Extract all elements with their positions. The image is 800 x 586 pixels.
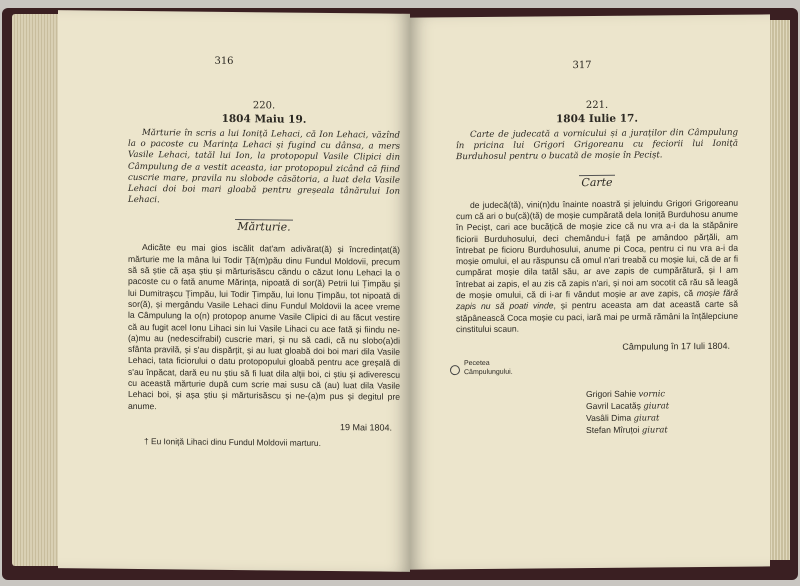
signature-line xyxy=(586,423,738,436)
signer-title: vornic xyxy=(638,388,666,399)
page-number: 316 xyxy=(214,55,234,67)
document-date: Câmpulung în 17 Iuli 1804. xyxy=(622,340,730,352)
page-number: 317 xyxy=(572,59,592,72)
heading-text: Carte xyxy=(581,175,613,189)
signer-name: Vasâli Dima xyxy=(586,412,632,424)
body-paragraph: Adicăte eu mai gios iscălit dat'am adivărat(ă) și încredințat(ă) mărturie me la mâna lui Todir Ță(m)pău dinu Fundul Moldovii, precum să să știe că așa știu și mărturisăscu căndu o căzut Ionu Lehaci la o pacoste cu o fată anume Mărința, nipoată di sor(ă) Petrii lui Țimpău și lui Dumitrașcu Țimpău, lui Todir Țimpău, lui Ionu Țimpău, tot nipoată di sor(ă), și mergându Vasile Lehaci dinu Fundul Moldovii la acee vreme la Câmpulung la o(n) protopop anume Vasile Clipici di au făcut vestire că au fugit acel Ionu Lihaci sin lui Vasile Lihaci cu ace fată și fiindu ne-(a)mu au (nedescifrabil) cuscrie mari, și nu să cadi, că nu slobo(a)di sfânta pravilă, și s'au dispărțit, și au luat gloabă doi boi mari dila Vasile Lehaci, tata ficiorului o datu protopopului gloabă pentru ace greșală di s'au înpăcat, dară eu nu știu să fi luat dila alții boi, ci știu și adiverescu cu această mărturie după cum scrie mai susu că (au) luat dila Vasile Lehaci boi, și așa știu și mărturisăscu și ne-(a)m pus și degitul pre anume. xyxy=(128,242,400,411)
seal-circle-icon xyxy=(450,365,460,375)
signatures-list xyxy=(586,387,738,436)
seal-label-line1: Pecetea xyxy=(464,360,490,368)
seal-label-line2: Câmpulungului. xyxy=(464,368,513,377)
entry-220 xyxy=(128,99,400,449)
left-page xyxy=(58,10,410,572)
document-heading xyxy=(128,218,400,235)
entry-date: 1804 Maiu 19. xyxy=(221,112,307,126)
signer-title: giurat xyxy=(641,424,668,435)
body-paragraph xyxy=(456,197,738,335)
right-page xyxy=(410,14,770,569)
signer-name: Gavril Lacatăș xyxy=(586,400,641,412)
document-heading xyxy=(456,173,738,189)
entry-number: 220. xyxy=(252,100,276,112)
witness-signature: † Eu Ioniță Lihaci dinu Fundul Moldovii marturu. xyxy=(144,435,321,448)
signer-title: giurat xyxy=(643,400,670,411)
entry-summary: Mărturie în scris a lui Ioniță Lehaci, că Ion Lehaci, văzînd la o pacoste cu Marința Lehaci și fugind cu dânsa, a mers Vasile Lehaci, tatăl lui Ion, la protopopul Vasile Clipici din Câmpulung de a vestit aceasta, iar protopopul zicând că fiind cuscrie mare, pravila nu slobode căsătoria, a luat dela Vasile Lehaci doi boi mari gloabă pentru greșeala tânărului Ion Lehaci. xyxy=(128,128,400,206)
signer-name: Grigori Sahie xyxy=(586,388,637,400)
entry-221 xyxy=(456,99,738,438)
heading-text: Mărturie. xyxy=(237,220,291,235)
body-italic-phrase: moșie fără zapis nu să poati vinde xyxy=(456,287,738,312)
body-text-2: , și pentru aceasta am dat această carte să stăpânească Coca moșie cu paci, iară mai pe urmă rămâni la înțălepciune cinstitului scaun. xyxy=(456,298,738,335)
entry-number: 221. xyxy=(585,99,609,112)
signer-name: Stefan Mîruțoi xyxy=(586,424,640,436)
entry-summary: Carte de judecată a vornicului și a juraților din Câmpulung în pricina lui Grigori Grigoreanu cu feciorii lui Ioniță Burduhosul pentru o bucată de moșie în Pecișt. xyxy=(456,127,738,163)
document-date: 19 Mai 1804. xyxy=(339,421,392,433)
entry-date: 1804 Iulie 17. xyxy=(555,112,638,126)
seal-label xyxy=(464,359,513,377)
body-text-1: de judecă(tă), vini(n)du înainte noastră și jeluindu Grigori Grigoreanu cum că ari o bu(că)(tă) de moșie cumpărată dela Ioniță Burduhosu anume în Pecișt, cari ace bucățică de moșie zice că nu vra a-i da la stăpânire ficiorii Burduhosului, deci chemându-i față pe amândoo părțăli, am întrebat pe ficioru Burduhosului, anume pi Coca, pentru ci nu vra a-i da moșie omului, el au răspunsu că omul n'ari treabă cu moșie lui, că de ar fi cumpărat moșie dila tatăl său, ar ave zapis de cumpărătură, și l am întrebat ai zapis, el au zis că zapis n'ari, și noi am socotit că rău să leagă de moșie omului, că di i-ar fi vândut moșie ar ave zapis, că xyxy=(456,197,738,301)
seal xyxy=(456,357,738,389)
document-body xyxy=(128,242,400,414)
signer-title: giurat xyxy=(633,412,660,423)
document-body xyxy=(456,197,738,335)
